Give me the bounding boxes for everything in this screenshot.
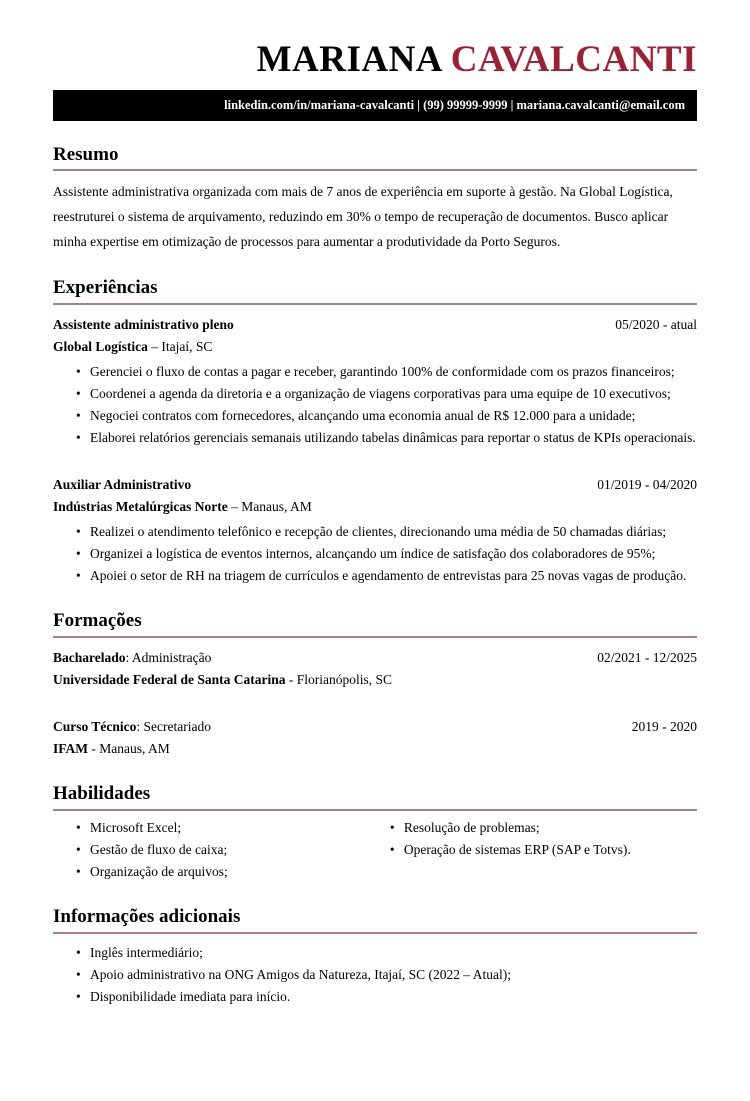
job-bullet: • Gerenciei o fluxo de contas a pagar e receber, garantindo 100% de conformidade com os prazos financeiros; (53, 361, 697, 383)
section-rule (53, 636, 697, 638)
section-habilidades (53, 783, 697, 883)
section-experiencias (53, 277, 697, 587)
job-role: Auxiliar Administrativo (53, 477, 192, 493)
skills-columns (53, 817, 697, 883)
job-company-line (53, 336, 212, 358)
job-bullet: • Negociei contratos com fornecedores, alcançando uma economia anual de R$ 12.000 para a unidade; (53, 405, 697, 427)
section-rule (53, 169, 697, 171)
job-company: Global Logística (53, 339, 148, 355)
education-field: : Secretariado (136, 719, 211, 735)
education-dates: 02/2021 - 12/2025 (597, 650, 697, 666)
job-dates: 01/2019 - 04/2020 (597, 477, 697, 493)
education-field: : Administração (125, 650, 212, 666)
additional-info-item: • Inglês intermediário; (53, 942, 697, 964)
education-school: Universidade Federal de Santa Catarina (53, 672, 286, 688)
job-role: Assistente administrativo pleno (53, 317, 234, 333)
skill-item: • Microsoft Excel; (53, 817, 388, 839)
education-school-row (53, 669, 697, 691)
education-degree-line (53, 647, 211, 669)
education-school: IFAM (53, 741, 88, 757)
job-bullet: • Apoiei o setor de RH na triagem de currículos e agendamento de entrevistas para 25 novas vagas de produção. (53, 565, 697, 587)
job-bullet: • Elaborei relatórios gerenciais semanais utilizando tabelas dinâmicas para reportar o status de KPIs operacionais. (53, 427, 697, 449)
job-entry-1 (53, 314, 697, 449)
section-rule (53, 932, 697, 934)
first-name: MARIANA (256, 39, 441, 80)
additional-info-item: • Apoio administrativo na ONG Amigos da Natureza, Itajaí, SC (2022 – Atual); (53, 964, 697, 986)
job-entry-2 (53, 474, 697, 587)
section-informacoes-adicionais (53, 906, 697, 1008)
summary-text: Assistente administrativa organizada com mais de 7 anos de experiência em suporte à gestão. Na Global Logística, reestruturei o sistema de arquivamento, reduzindo em 30% o tempo de recuperação de documentos. Busco aplicar minha expertise em otimização de processos para aumentar a produtividade da Porto Seguros. (53, 184, 673, 250)
education-degree-row (53, 716, 697, 738)
section-title-informacoes-adicionais: Informações adicionais (53, 905, 241, 927)
education-school-location: - Florianópolis, SC (288, 672, 393, 688)
job-bullet: • Organizei a logística de eventos internos, alcançando um índice de satisfação dos colaboradores de 95%; (53, 543, 697, 565)
job-dates: 05/2020 - atual (615, 317, 697, 333)
education-degree-row (53, 647, 697, 669)
education-degree-line (53, 716, 211, 738)
job-title-row (53, 474, 697, 496)
job-company-row (53, 496, 697, 518)
education-school-line (53, 669, 392, 691)
page-title (53, 40, 697, 81)
last-name: CAVALCANTI (450, 39, 697, 80)
job-location: – Itajaí, SC (151, 339, 213, 355)
education-school-line (53, 738, 170, 760)
job-company-row (53, 336, 697, 358)
section-rule (53, 303, 697, 305)
section-formacoes (53, 610, 697, 760)
resume-page (0, 40, 750, 1008)
additional-info-list (53, 942, 697, 1008)
job-bullet-list (53, 521, 697, 587)
skill-item: • Operação de sistemas ERP (SAP e Totvs). (388, 839, 697, 861)
contact-bar (53, 90, 697, 121)
skill-item: • Resolução de problemas; (388, 817, 697, 839)
section-title-formacoes: Formações (53, 610, 142, 632)
section-resumo (53, 144, 697, 255)
section-title-experiencias: Experiências (53, 277, 158, 299)
skills-column-left (53, 817, 388, 883)
skill-item: • Organização de arquivos; (53, 861, 388, 883)
job-bullet: • Realizei o atendimento telefônico e recepção de clientes, direcionando uma média de 50 chamadas diárias; (53, 521, 697, 543)
skills-list-right (388, 817, 697, 861)
job-company-line (53, 496, 312, 518)
job-bullet: • Coordenei a agenda da diretoria e a organização de viagens corporativas para uma equipe de 10 executivos; (53, 383, 697, 405)
education-dates: 2019 - 2020 (631, 719, 697, 735)
education-entry-2 (53, 716, 697, 760)
section-title-habilidades: Habilidades (53, 783, 151, 805)
job-location: – Manaus, AM (231, 499, 312, 515)
additional-info-item: • Disponibilidade imediata para início. (53, 986, 697, 1008)
skill-item: • Gestão de fluxo de caixa; (53, 839, 388, 861)
job-title-row (53, 314, 697, 336)
education-degree: Bacharelado (53, 650, 126, 666)
skills-column-right (388, 817, 697, 883)
education-school-row (53, 738, 697, 760)
job-company: Indústrias Metalúrgicas Norte (53, 499, 228, 515)
section-title-resumo: Resumo (53, 143, 119, 165)
skills-list-left (53, 817, 388, 883)
education-school-location: - Manaus, AM (91, 741, 170, 757)
contact-line: linkedin.com/in/mariana-cavalcanti | (99) 99999-9999 | mariana.cavalcanti@email.com (224, 97, 685, 112)
education-entry-1 (53, 647, 697, 691)
education-degree: Curso Técnico (53, 719, 137, 735)
section-rule (53, 809, 697, 811)
job-bullet-list (53, 361, 697, 449)
